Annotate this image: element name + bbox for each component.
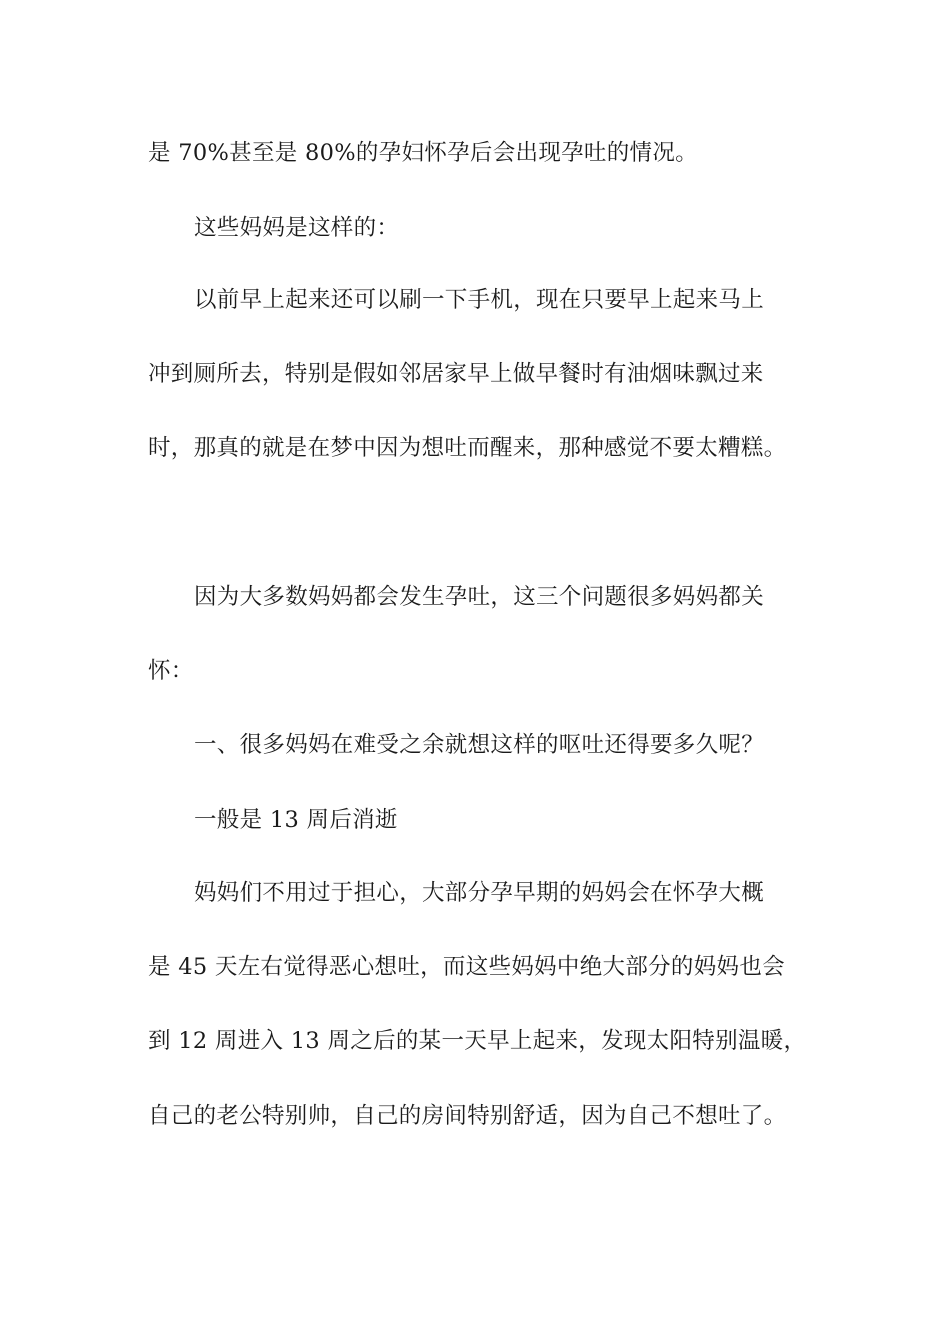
paragraph-line: 妈妈们不用过于担心，大部分孕早期的妈妈会在怀孕大概 [194, 880, 765, 906]
paragraph-line: 怀： [148, 658, 194, 684]
paragraph-line: 一般是 13 周后消逝 [194, 807, 398, 833]
paragraph-line: 到 12 周进入 13 周之后的某一天早上起来，发现太阳特别温暖， [148, 1028, 807, 1054]
paragraph-line: 因为大多数妈妈都会发生孕吐，这三个问题很多妈妈都关 [194, 584, 765, 610]
paragraph-line: 一、很多妈妈在难受之余就想这样的呕吐还得要多久呢？ [194, 732, 765, 758]
paragraph-line: 以前早上起来还可以刷一下手机，现在只要早上起来马上 [194, 287, 765, 313]
paragraph-line: 这些妈妈是这样的： [194, 215, 400, 241]
paragraph-line: 时，那真的就是在梦中因为想吐而醒来，那种感觉不要太糟糕。 [148, 435, 787, 461]
paragraph-line: 冲到厕所去，特别是假如邻居家早上做早餐时有油烟味飘过来 [148, 361, 764, 387]
paragraph-line: 是 45 天左右觉得恶心想吐，而这些妈妈中绝大部分的妈妈也会 [148, 954, 785, 980]
paragraph-line: 自己的老公特别帅，自己的房间特别舒适，因为自己不想吐了。 [148, 1103, 787, 1129]
paragraph-line: 是 70%甚至是 80%的孕妇怀孕后会出现孕吐的情况。 [148, 140, 698, 166]
